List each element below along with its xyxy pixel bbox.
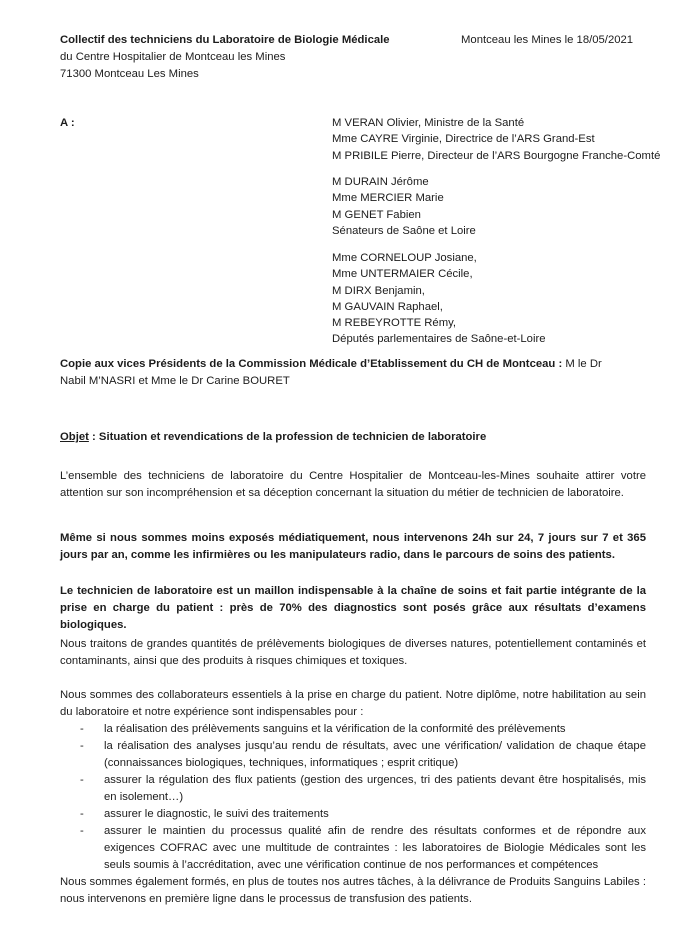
dash-bullet: -	[80, 825, 84, 837]
paragraph-intro: L’ensemble des techniciens de laboratoire du Centre Hospitalier de Montceau-les-Mines souhaite attirer votre attention sur son incompréhension et sa déception concernant la situation du métier de technicien de laboratoire.	[60, 470, 646, 499]
recipient-line: M PRIBILE Pierre, Directeur de l’ARS Bourgogne Franche-Comté	[332, 149, 661, 162]
list-item	[60, 823, 646, 874]
list-item-text: la réalisation des prélèvements sanguins et la vérification de la conformité des prélèvements	[104, 723, 566, 735]
recipient-line: M DIRX Benjamin,	[332, 284, 425, 297]
copy-recipients: M le Dr Nabil M’NASRI et Mme le Dr Carine BOURET	[60, 358, 602, 387]
recipient-line: Mme UNTERMAIER Cécile,	[332, 268, 473, 281]
recipient-group-ministry	[332, 115, 660, 164]
list-item	[60, 806, 646, 823]
list-item-text: assurer la régulation des flux patients (gestion des urgences, tri des patients devant être hospitalisés, mis en isolement…)	[104, 774, 646, 803]
dash-bullet: -	[80, 774, 84, 786]
recipient-group-deputies	[332, 250, 546, 348]
copy-line	[60, 356, 630, 390]
list-item	[60, 721, 646, 738]
list-item-text: assurer le maintien du processus qualité afin de rendre des résultats conformes et de répondre aux exigences COFRAC avec une multitude de contraintes : les laboratoires de Biologie Médicales sont les seuls soumis à l’accréditation, avec une vérification continue de nos performances et compétences	[104, 825, 646, 871]
paragraph-role: Le technicien de laboratoire est un maillon indispensable à la chaîne de soins et fait partie intégrante de la prise en charge du patient : près de 70% des diagnostics sont posés grâce aux résultats d’examens biologiques.	[60, 585, 646, 631]
subject-label: Objet	[60, 431, 89, 443]
list-item-text: la réalisation des analyses jusqu’au rendu de résultats, avec une vérification/ validation de chaque étape (connaissances biologiques, techniques, informatiques ; esprit critique)	[104, 740, 646, 769]
list-item	[60, 772, 646, 806]
recipient-line: M GAUVAIN Raphael,	[332, 300, 443, 313]
paragraph-availability: Même si nous sommes moins exposés médiatiquement, nous intervenons 24h sur 24, 7 jours sur 7 et 365 jours par an, comme les infirmières ou les manipulateurs radio, dans le parcours de soins des patients.	[60, 532, 646, 561]
to-label: A :	[60, 117, 75, 129]
paragraph-transfusion: Nous sommes également formés, en plus de toutes nos autres tâches, à la délivrance de Produits Sanguins Labiles : nous intervenons en première ligne dans le processus de transfusion des patients.	[60, 876, 646, 905]
recipient-group-senators	[332, 174, 476, 239]
recipient-line: Mme CORNELOUP Josiane,	[332, 252, 477, 264]
recipient-line: M REBEYROTTE Rémy,	[332, 317, 457, 330]
recipient-line: Mme CAYRE Virginie, Directrice de l’ARS Grand-Est	[332, 133, 595, 146]
recipient-line: M GENET Fabien	[332, 208, 421, 221]
copy-label: Copie aux vices Présidents de la Commission Médicale d’Etablissement du CH de Montceau :	[60, 358, 563, 370]
subject-line	[60, 429, 486, 446]
subject-text: : Situation et revendications de la profession de technicien de laboratoire	[88, 431, 487, 443]
sender-name: Collectif des techniciens du Laboratoire de Biologie Médicale	[60, 34, 390, 46]
paragraph-samples: Nous traitons de grandes quantités de prélèvements biologiques de diverses natures, potentiellement contaminés et contaminants, ainsi que des produits à risques chimiques et toxiques.	[60, 638, 646, 667]
sender-institution: du Centre Hospitalier de Montceau les Mines	[60, 51, 286, 63]
list-item-text: assurer le diagnostic, le suivi des traitements	[104, 808, 329, 820]
list-item	[60, 738, 646, 772]
dash-bullet: -	[80, 723, 84, 735]
recipient-line: Sénateurs de Saône et Loire	[332, 224, 476, 237]
paragraph-collaborators: Nous sommes des collaborateurs essentiels à la prise en charge du patient. Notre diplôme, notre habilitation au sein du laboratoire et notre expérience sont indispensables pour :	[60, 689, 646, 718]
dash-bullet: -	[80, 740, 84, 752]
recipient-line: M DURAIN Jérôme	[332, 176, 429, 188]
sender-address: 71300 Montceau Les Mines	[60, 68, 199, 80]
recipient-line: Députés parlementaires de Saône-et-Loire	[332, 333, 546, 346]
recipient-line: M VERAN Olivier, Ministre de la Santé	[332, 117, 525, 129]
letter-date: Montceau les Mines le 18/05/2021	[461, 34, 634, 46]
recipient-line: Mme MERCIER Marie	[332, 192, 444, 205]
dash-bullet: -	[80, 808, 84, 820]
tasks-list	[60, 721, 646, 874]
